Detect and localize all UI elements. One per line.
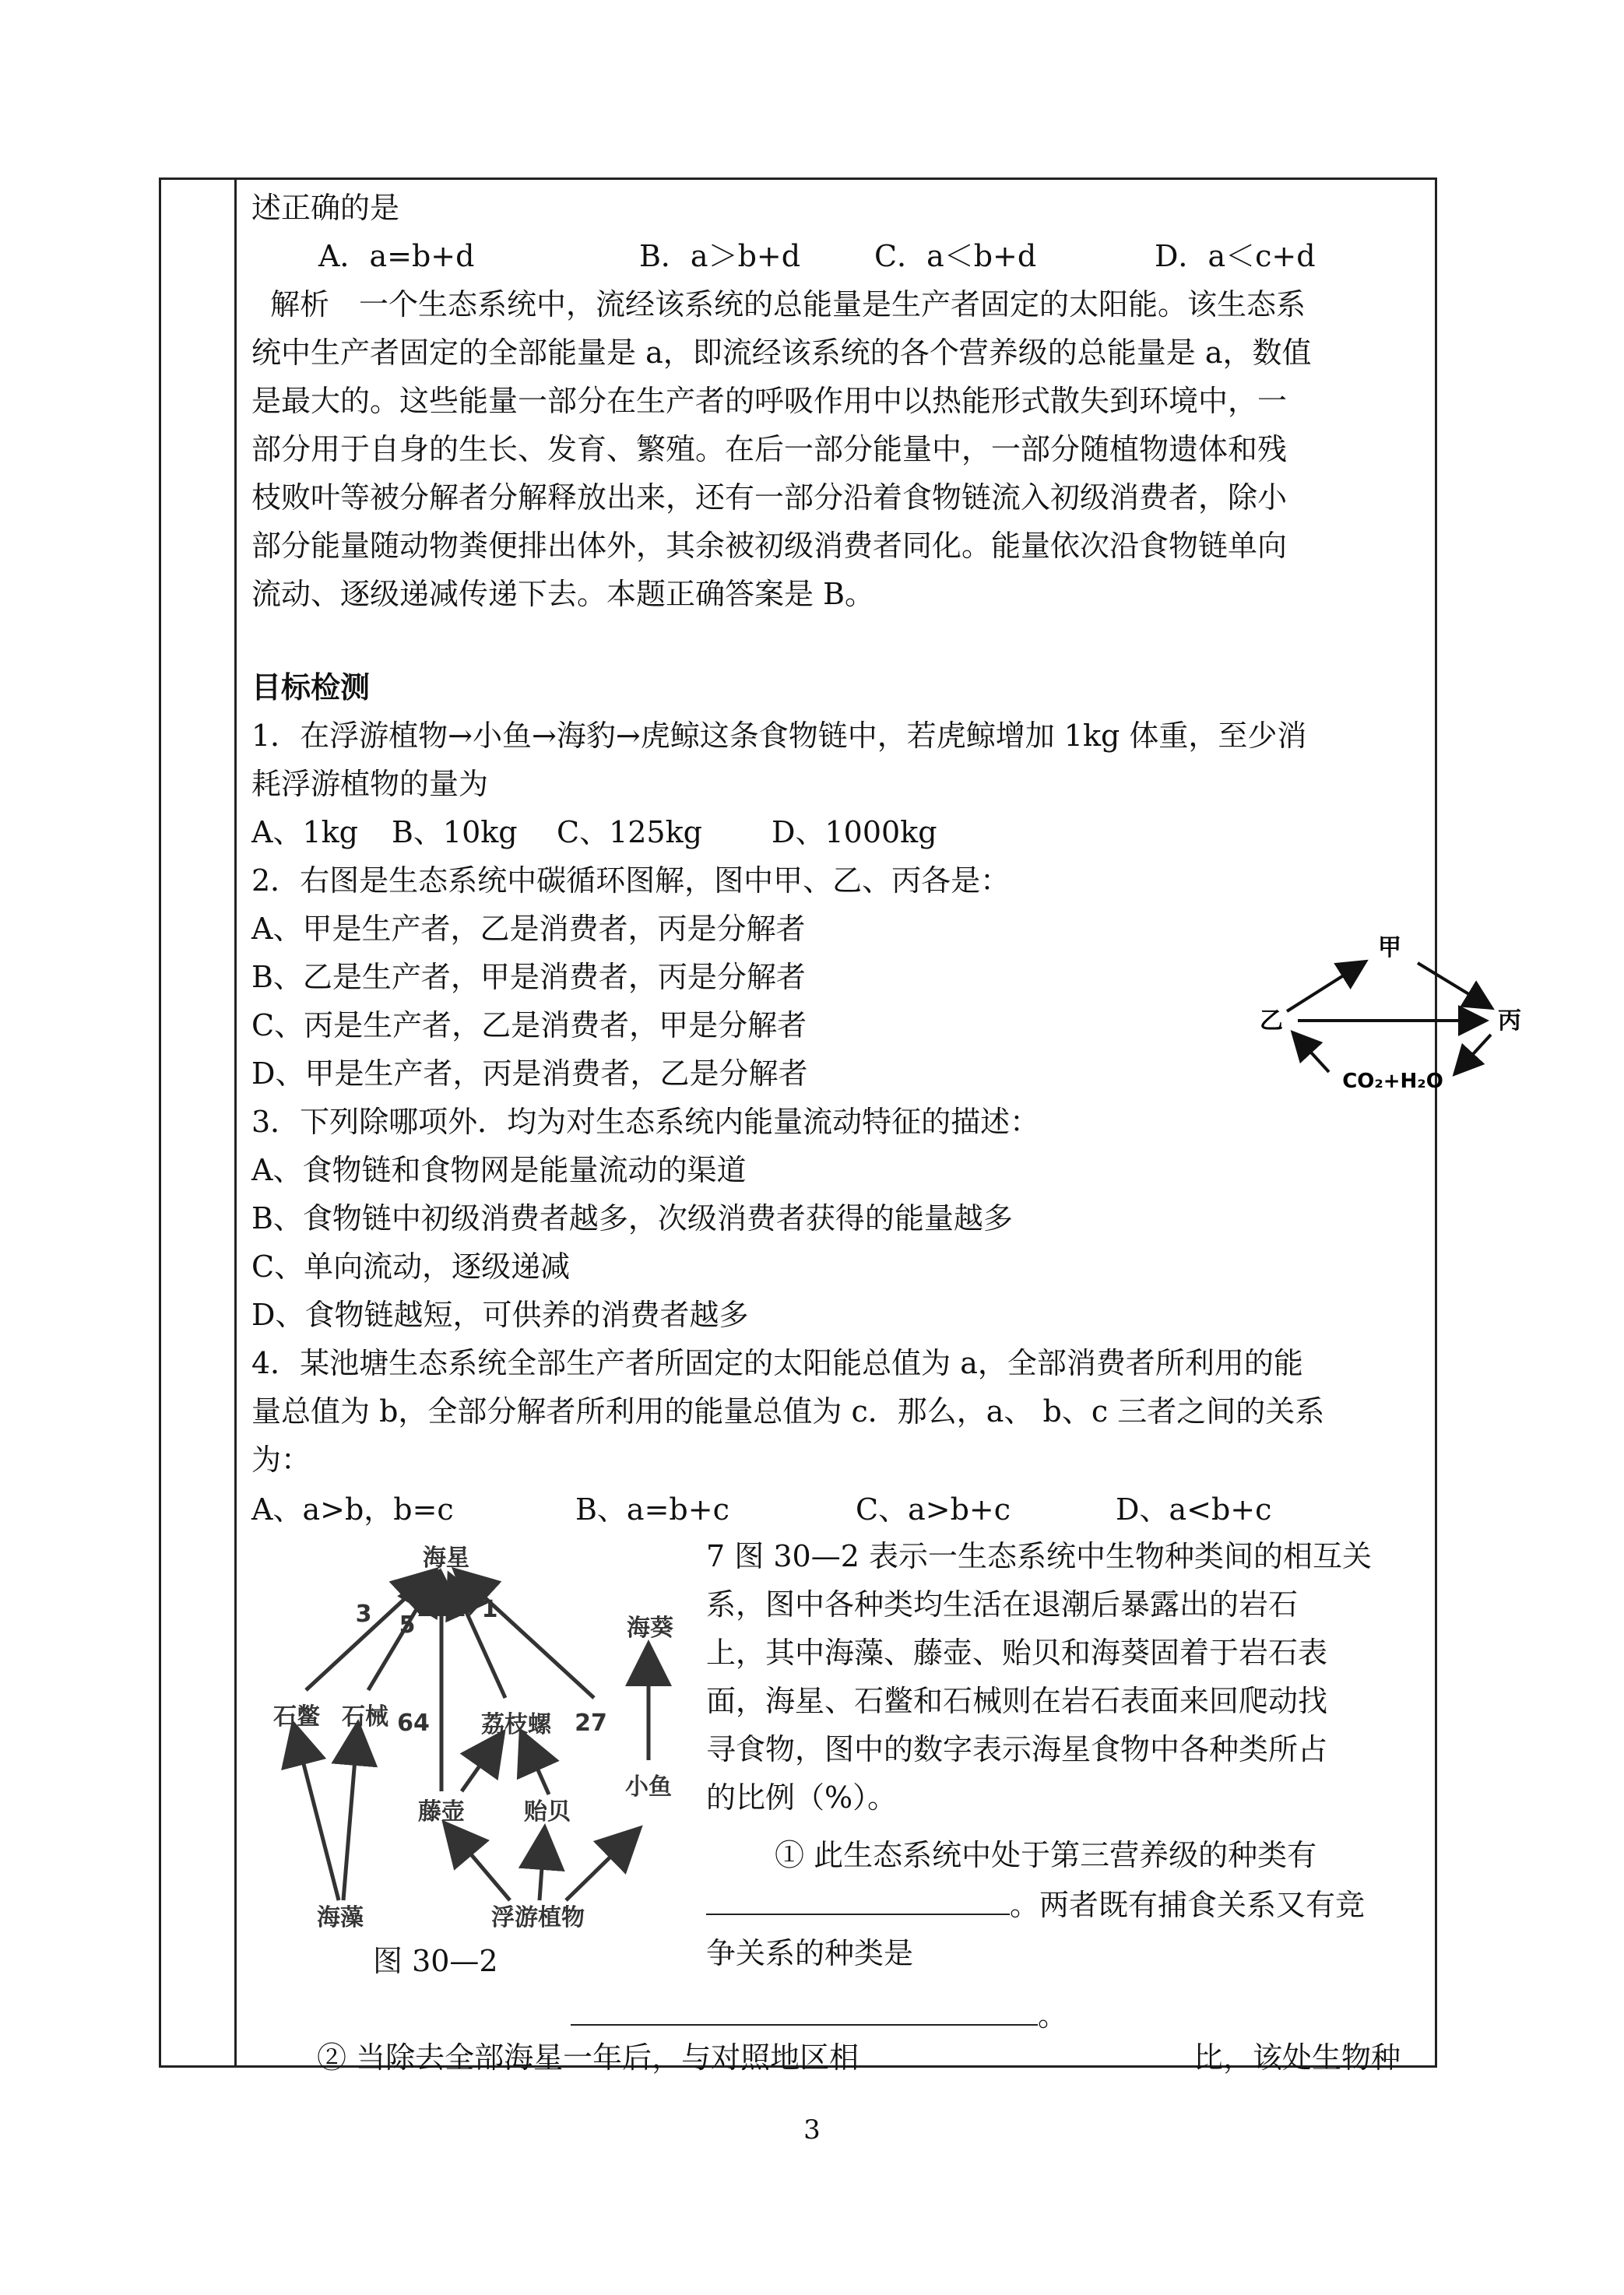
node-yi: 乙 xyxy=(1260,1007,1283,1035)
node-yibei: 贻贝 xyxy=(524,1798,571,1826)
q7-sub1-end: 。 xyxy=(1038,1998,1068,2033)
edge-tenghu-lizhiluo xyxy=(462,1738,499,1791)
q7-sub2-cont: 比，该处生物种 xyxy=(1193,2040,1401,2075)
q1-line: 耗浮游植物的量为 xyxy=(251,767,489,801)
edge-label-1: 1 xyxy=(481,1596,498,1623)
q3-option-d: D、食物链越短，可供养的消费者越多 xyxy=(251,1298,749,1332)
q4-option-a: A、a>b，b=c xyxy=(251,1492,454,1527)
figure-caption: 图 30—2 xyxy=(373,1944,498,1978)
option-b: B．a＞b+d xyxy=(639,239,801,273)
analysis-line: 部分用于自身的生长、发育、繁殖。在后一部分能量中，一部分随植物遗体和残 xyxy=(251,432,1288,466)
section-title: 目标检测 xyxy=(251,670,371,705)
q4-line: 量总值为 b，全部分解者所利用的能量总值为 c．那么，a、 b、c 三者之间的关系 xyxy=(251,1394,1325,1429)
node-xiaoyu: 小鱼 xyxy=(625,1773,672,1801)
q7-sub1-cont2: 争关系的种类是 xyxy=(706,1936,914,1970)
node-lizhiluo: 荔枝螺 xyxy=(481,1711,551,1738)
q7-sub1-blank-row2 xyxy=(571,1997,1067,2034)
node-haixing: 海星 xyxy=(423,1545,469,1572)
arrow-co2-to-yi xyxy=(1295,1035,1329,1072)
page-number: 3 xyxy=(803,2114,821,2146)
edge-yibei-lizhiluo xyxy=(524,1738,549,1794)
q7-line: 面，海星、石鳖和石械则在岩石表面来回爬动找 xyxy=(706,1684,1328,1718)
carbon-cycle-diagram xyxy=(1256,926,1536,1105)
node-tenghu: 藤壶 xyxy=(418,1798,465,1826)
edge-label-5: 5 xyxy=(399,1611,416,1639)
analysis-line: 统中生产者固定的全部能量是 a，即流经该系统的各个营养级的总能量是 a，数值 xyxy=(251,336,1312,370)
edge-fuyou-yibei xyxy=(540,1835,544,1900)
q4-line: 4．某池塘生态系统全部生产者所固定的太阳能总值为 a，全部消费者所利用的能 xyxy=(251,1346,1303,1380)
q2-option-a: A、甲是生产者，乙是消费者，丙是分解者 xyxy=(251,912,806,946)
q4-option-b: B、a=b+c xyxy=(575,1492,729,1527)
q1-option-c: C、125kg xyxy=(557,815,702,849)
q2-stem: 2．右图是生态系统中碳循环图解，图中甲、乙、丙各是： xyxy=(251,863,1011,898)
edge-yibei-haixing xyxy=(460,1575,594,1698)
node-shibie: 石鳖 xyxy=(273,1703,320,1731)
q7-sub1-cont: 。两者既有捕食关系又有竞 xyxy=(1010,1888,1366,1922)
node-haizao: 海藻 xyxy=(317,1904,364,1931)
node-jia: 甲 xyxy=(1378,934,1401,961)
q2-option-b: B、乙是生产者，甲是消费者，丙是分解者 xyxy=(251,960,806,994)
q1-option-a: A、1kg xyxy=(251,815,358,849)
node-co2-h2o: CO₂+H₂O xyxy=(1342,1070,1443,1093)
edge-label-3: 3 xyxy=(355,1601,372,1628)
q1-option-d: D、1000kg xyxy=(772,815,937,849)
arrow-yi-to-jia xyxy=(1287,963,1363,1011)
edge-label-27: 27 xyxy=(575,1710,607,1737)
q3-stem: 3．下列除哪项外．均为对生态系统内能量流动特征的描述： xyxy=(251,1105,1040,1139)
edge-fuyou-tenghu xyxy=(449,1829,510,1900)
option-c: C．a＜b+d xyxy=(874,239,1037,273)
q7-line: 上，其中海藻、藤壶、贻贝和海葵固着于岩石表 xyxy=(706,1636,1328,1670)
edge-label-64: 64 xyxy=(397,1710,430,1737)
option-a: A．a=b+d xyxy=(318,239,475,273)
q4-option-d: D、a<b+c xyxy=(1116,1492,1272,1527)
q3-option-c: C、单向流动，逐级递减 xyxy=(251,1249,571,1284)
arrow-bing-to-co2 xyxy=(1457,1035,1491,1072)
q7-sub1: ① 此生态系统中处于第三营养级的种类有 xyxy=(775,1838,1317,1872)
edge-haizao-shixie xyxy=(343,1731,357,1900)
table-column-divider xyxy=(234,180,237,2065)
analysis-line: 部分能量随动物粪便排出体外，其余被初级消费者同化。能量依次沿食物链单向 xyxy=(251,529,1288,563)
analysis-line: 流动、逐级递减传递下去。本题正确答案是 B。 xyxy=(251,577,875,611)
q1-line: 1．在浮游植物→小鱼→海豹→虎鲸这条食物链中，若虎鲸增加 1kg 体重，至少消 xyxy=(251,719,1307,753)
analysis-line: 解析 一个生态系统中，流经该系统的总能量是生产者固定的太阳能。该生态系 xyxy=(270,287,1306,322)
q7-sub1-blank-row xyxy=(706,1886,1365,1924)
q7-line: 7 图 30—2 表示一生态系统中生物种类间的相互关 xyxy=(706,1539,1372,1573)
q2-option-d: D、甲是生产者，丙是消费者，乙是分解者 xyxy=(251,1056,808,1091)
answer-blank-2[interactable] xyxy=(571,2001,1038,2026)
q7-line: 寻食物，图中的数字表示海星食物中各种类所占 xyxy=(706,1732,1328,1766)
node-haikui: 海葵 xyxy=(627,1615,673,1642)
q3-option-a: A、食物链和食物网是能量流动的渠道 xyxy=(251,1153,747,1187)
analysis-line: 是最大的。这些能量一部分在生产者的呼吸作用中以热能形式散失到环境中，一 xyxy=(251,384,1288,418)
node-shixie: 石械 xyxy=(342,1703,388,1731)
q7-line: 系，图中各种类均生活在退潮后暴露出的岩石 xyxy=(706,1587,1299,1622)
q4-line: 为： xyxy=(251,1443,311,1477)
q3-option-b: B、食物链中初级消费者越多，次级消费者获得的能量越多 xyxy=(251,1201,1013,1235)
edge-fuyou-xiaoyu xyxy=(566,1833,634,1900)
q1-option-b: B、10kg xyxy=(392,815,518,849)
arrow-jia-to-bing xyxy=(1418,963,1489,1007)
node-fuyou: 浮游植物 xyxy=(491,1904,585,1931)
q4-option-c: C、a>b+c xyxy=(856,1492,1011,1527)
question-table xyxy=(159,177,1521,2075)
q2-option-c: C、丙是生产者，乙是消费者，甲是分解者 xyxy=(251,1008,807,1042)
node-bing: 丙 xyxy=(1498,1007,1521,1035)
option-d: D．a＜c+d xyxy=(1155,239,1316,273)
q7-sub2: ② 当除去全部海星一年后，与对照地区相 xyxy=(317,2040,859,2075)
analysis-line: 枝败叶等被分解者分解释放出来，还有一部分沿着食物链流入初级消费者，除小 xyxy=(251,480,1288,515)
answer-blank-1[interactable] xyxy=(706,1890,1010,1915)
food-web-diagram xyxy=(251,1534,703,1939)
edge-haizao-shibie xyxy=(295,1731,339,1900)
q7-line: 的比例（%）。 xyxy=(706,1780,898,1815)
intro-line: 述正确的是 xyxy=(251,191,400,225)
